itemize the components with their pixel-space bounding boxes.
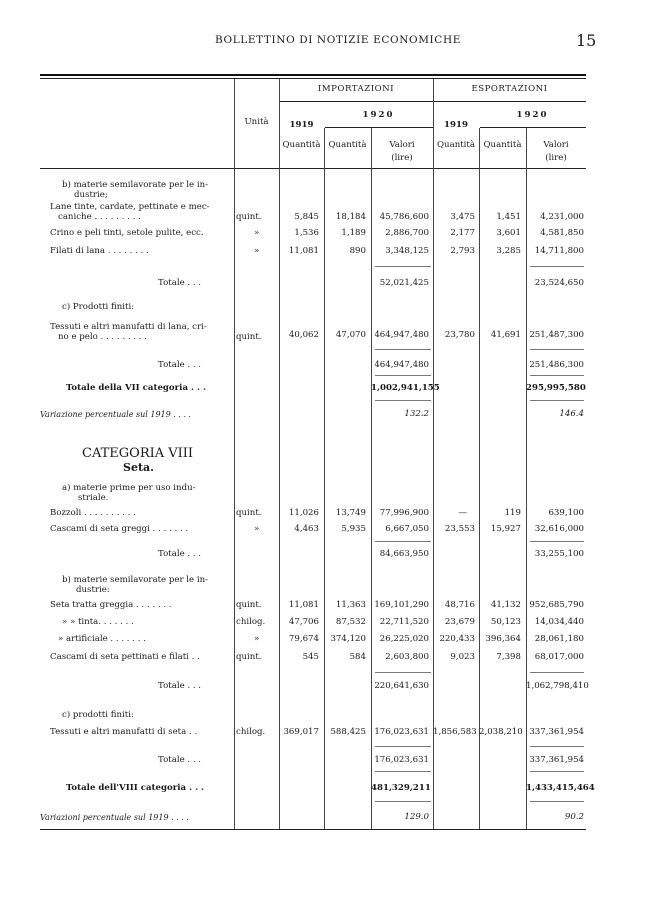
- section-heading: striale.: [78, 493, 109, 503]
- row-unit: quint.: [236, 508, 262, 518]
- esp-1919-q: 3,475: [450, 212, 475, 222]
- row-unit: quint.: [236, 652, 262, 662]
- total-label: Totale . . .: [158, 549, 202, 559]
- row-unit: »: [254, 634, 260, 644]
- bottom-rule: [40, 829, 586, 830]
- imp-1920-q: 588,425: [330, 727, 366, 737]
- row-label: Tessuti e altri manufatti di lana, cri-: [50, 322, 207, 332]
- running-title: BOLLETTINO DI NOTIZIE ECONOMICHE: [215, 34, 461, 46]
- imp-1920-v: 3,348,125: [385, 246, 429, 256]
- esp-lire: (lire): [545, 153, 567, 163]
- sum-rule: [530, 801, 584, 802]
- imp-1920-v: 220,641,630: [374, 681, 429, 691]
- imp-1920-v: 2,886,700: [385, 228, 429, 238]
- imp-1920-q: 1,189: [341, 228, 366, 238]
- row-unit: chilog.: [236, 617, 266, 627]
- sum-rule: [530, 375, 584, 376]
- imp-1919-q: 79,674: [288, 634, 319, 644]
- esp-1919-q: 220,433: [439, 634, 475, 644]
- imp-1919-q: 369,017: [283, 727, 319, 737]
- imp-1920-q: 18,184: [335, 212, 366, 222]
- row-label: Seta tratta greggia . . . . . . .: [50, 600, 172, 610]
- esp-1920-v: 32,616,000: [534, 524, 584, 534]
- row-unit: »: [254, 228, 260, 238]
- running-header: [0, 31, 653, 54]
- esp-1919-q: 23,780: [444, 330, 475, 340]
- row-label: » » tinta. . . . . . .: [62, 617, 134, 627]
- total-label: Totale . . .: [158, 278, 202, 288]
- sum-rule: [530, 672, 584, 673]
- esp-1920-v: 1,433,415,464: [526, 783, 595, 793]
- imp-1919-q: 1,536: [294, 228, 319, 238]
- row-label: Bozzoli . . . . . . . . . .: [50, 508, 136, 518]
- sum-rule: [375, 801, 431, 802]
- imp-1920-v: 2,603,800: [385, 652, 429, 662]
- esp-1920-v: 1,062,798,410: [526, 681, 589, 691]
- esp-1920-q: 7,398: [496, 652, 521, 662]
- esp-1919-quantita: Quantità: [436, 140, 476, 150]
- top-rule-thin: [40, 78, 586, 79]
- section-heading: b) materie semilavorate per le in-: [62, 180, 209, 190]
- imp-1919-q: 5,845: [294, 212, 319, 222]
- imp-1920-v: 6,667,050: [385, 524, 429, 534]
- sum-rule: [375, 541, 431, 542]
- row-label: » artificiale . . . . . . .: [58, 634, 146, 644]
- col-rule-2: [279, 79, 280, 829]
- sum-rule: [530, 746, 584, 747]
- sum-rule: [375, 672, 431, 673]
- variation-label: Variazioni percentuale sul 1919 . . . .: [40, 813, 189, 822]
- category-total-label: Totale della VII categoria . . .: [66, 383, 206, 393]
- esp-1919-q: 2,793: [450, 246, 475, 256]
- imp-1920-v: 176,023,631: [374, 755, 429, 765]
- esp-1919-header: 1919: [444, 120, 468, 130]
- esp-1919-q: 2,177: [450, 228, 475, 238]
- top-rule: [40, 74, 586, 76]
- category-title: CATEGORIA VIII: [82, 446, 194, 461]
- imp-1920-v: 481,329,211: [371, 783, 431, 793]
- esp-1920-q: 396,364: [485, 634, 521, 644]
- esp-1920-v: 337,361,954: [529, 727, 584, 737]
- imp-1920-v: 176,023,631: [374, 727, 429, 737]
- imp-1920-v: 22,711,520: [379, 617, 429, 627]
- section-heading: c) Prodotti finiti:: [62, 302, 135, 312]
- esp-1920-v: 295,995,580: [526, 383, 586, 393]
- row-label: Lane tinte, cardate, pettinate e mec-: [50, 202, 210, 212]
- sum-rule: [530, 400, 584, 401]
- sum-rule: [375, 375, 431, 376]
- imp-1920-v: 77,996,900: [379, 508, 429, 518]
- esp-1920-q: 3,285: [496, 246, 521, 256]
- imp-1920-q: 11,363: [335, 600, 366, 610]
- imp-variation: 132.2: [404, 409, 429, 419]
- row-unit: chilog.: [236, 727, 266, 737]
- imp-1919-q: 11,081: [288, 600, 319, 610]
- imp-1920-header: 1920: [362, 110, 395, 120]
- row-unit: »: [254, 524, 260, 534]
- imp-1919-q: 11,081: [288, 246, 319, 256]
- esp-1920-v: 4,581,850: [540, 228, 584, 238]
- esp-1919-q: 1,856,583: [433, 727, 477, 737]
- col-rule-1: [234, 79, 235, 829]
- esp-variation: 146.4: [559, 409, 584, 419]
- imp-1920-v: 464,947,480: [374, 360, 429, 370]
- esp-1920-q: 41,691: [490, 330, 521, 340]
- variation-label: Variazione percentuale sul 1919 . . . .: [40, 410, 192, 419]
- esp-1920-q: 15,927: [490, 524, 521, 534]
- imp-1919-q: 11,026: [288, 508, 319, 518]
- esp-1920-v: 251,486,300: [529, 360, 584, 370]
- row-label: Cascami di seta pettinati e filati . .: [50, 652, 200, 662]
- imp-1920-v: 169,101,290: [374, 600, 429, 610]
- imp-1920-q: 584: [349, 652, 366, 662]
- esp-valori: Valori: [543, 140, 569, 150]
- header-rule-bottom: [40, 168, 586, 169]
- imp-1920-q: 87,532: [335, 617, 366, 627]
- esp-1920-q: 50,123: [490, 617, 521, 627]
- section-heading: dustrie:: [76, 585, 110, 595]
- row-label: Cascami di seta greggi . . . . . . .: [50, 524, 189, 534]
- imp-1920-q: 13,749: [335, 508, 366, 518]
- esp-1919-q: 9,023: [450, 652, 475, 662]
- esp-1920-v: 23,524,650: [534, 278, 584, 288]
- esp-1920-q: 1,451: [496, 212, 521, 222]
- esp-1920-v: 28,061,180: [534, 634, 584, 644]
- category-subtitle: Seta.: [123, 461, 154, 474]
- imp-1920-v: 26,225,020: [379, 634, 429, 644]
- section-heading: b) materie semilavorate per le in-: [62, 575, 209, 585]
- imp-variation: 129.0: [404, 812, 429, 822]
- sum-rule: [375, 349, 431, 350]
- imp-1920-v: 52,021,425: [379, 278, 429, 288]
- imp-1919-q: 4,463: [294, 524, 319, 534]
- esp-1920-v: 337,361,954: [529, 755, 584, 765]
- section-heading: a) materie prime per uso indu-: [62, 483, 196, 493]
- esp-1920-v: 33,255,100: [534, 549, 584, 559]
- esp-1920-q: 2,038,210: [479, 727, 523, 737]
- esp-1920-v: 639,100: [548, 508, 584, 518]
- unita-header: Unità: [244, 117, 269, 127]
- row-unit: quint.: [236, 332, 262, 342]
- header-rule-2: [325, 127, 433, 128]
- esp-1919-q: 23,553: [444, 524, 475, 534]
- row-label: caniche . . . . . . . . .: [58, 212, 141, 222]
- col-rule-5: [433, 79, 434, 829]
- sum-rule: [375, 266, 431, 267]
- esp-1919-q: —: [458, 508, 467, 518]
- row-unit: quint.: [236, 212, 262, 222]
- imp-1920-q: 47,070: [335, 330, 366, 340]
- sum-rule: [530, 771, 584, 772]
- total-label: Totale . . .: [158, 360, 202, 370]
- row-label: no e pelo . . . . . . . . .: [58, 332, 147, 342]
- sum-rule: [530, 349, 584, 350]
- sum-rule: [530, 541, 584, 542]
- imp-1919-q: 47,706: [288, 617, 319, 627]
- imp-1920-q: 374,120: [330, 634, 366, 644]
- esp-1920-v: 68,017,000: [534, 652, 584, 662]
- esp-1920-header: 1920: [516, 110, 549, 120]
- imp-lire: (lire): [391, 153, 413, 163]
- row-unit: »: [254, 246, 260, 256]
- esp-1920-v: 952,685,790: [529, 600, 584, 610]
- total-label: Totale . . .: [158, 681, 202, 691]
- esportazioni-header: ESPORTAZIONI: [471, 84, 548, 94]
- row-unit: quint.: [236, 600, 262, 610]
- imp-1919-quantita: Quantità: [282, 140, 321, 150]
- category-total-label: Totale dell'VIII categoria . . .: [66, 783, 205, 793]
- header-rule-3: [480, 127, 586, 128]
- sum-rule: [375, 746, 431, 747]
- imp-1919-q: 545: [302, 652, 319, 662]
- esp-1920-quantita: Quantità: [483, 140, 522, 150]
- imp-1920-v: 45,786,600: [379, 212, 429, 222]
- imp-1920-v: 1,002,941,155: [371, 383, 440, 393]
- imp-1919-header: 1919: [289, 120, 314, 130]
- imp-1920-q: 5,935: [341, 524, 366, 534]
- esp-1919-q: 48,716: [444, 600, 475, 610]
- imp-1920-quantita: Quantità: [328, 140, 367, 150]
- imp-1920-v: 84,663,950: [379, 549, 429, 559]
- esp-1920-v: 251,487,300: [529, 330, 584, 340]
- esp-1920-q: 3,601: [496, 228, 521, 238]
- page-number: 15: [576, 31, 597, 50]
- sum-rule: [530, 266, 584, 267]
- section-heading: dustrie;: [74, 190, 108, 200]
- esp-1920-q: 41,132: [490, 600, 521, 610]
- esp-variation: 90.2: [564, 812, 584, 822]
- esp-1920-v: 4,231,000: [540, 212, 584, 222]
- sum-rule: [375, 400, 431, 401]
- row-label: Tessuti e altri manufatti di seta . .: [50, 727, 198, 737]
- sum-rule: [375, 771, 431, 772]
- esp-1920-v: 14,034,440: [534, 617, 584, 627]
- total-label: Totale . . .: [158, 755, 202, 765]
- section-heading: c) prodotti finiti:: [62, 710, 134, 720]
- imp-1919-q: 40,062: [288, 330, 319, 340]
- imp-1920-q: 890: [349, 246, 366, 256]
- esp-1920-q: 119: [504, 508, 521, 518]
- row-label: Crino e peli tinti, setole pulite, ecc.: [50, 228, 204, 238]
- esp-1920-v: 14,711,800: [534, 246, 584, 256]
- importazioni-header: IMPORTAZIONI: [317, 84, 395, 94]
- imp-valori: Valori: [389, 140, 415, 150]
- imp-1920-v: 464,947,480: [374, 330, 429, 340]
- row-label: Filati di lana . . . . . . . .: [50, 246, 149, 256]
- esp-1919-q: 23,679: [444, 617, 475, 627]
